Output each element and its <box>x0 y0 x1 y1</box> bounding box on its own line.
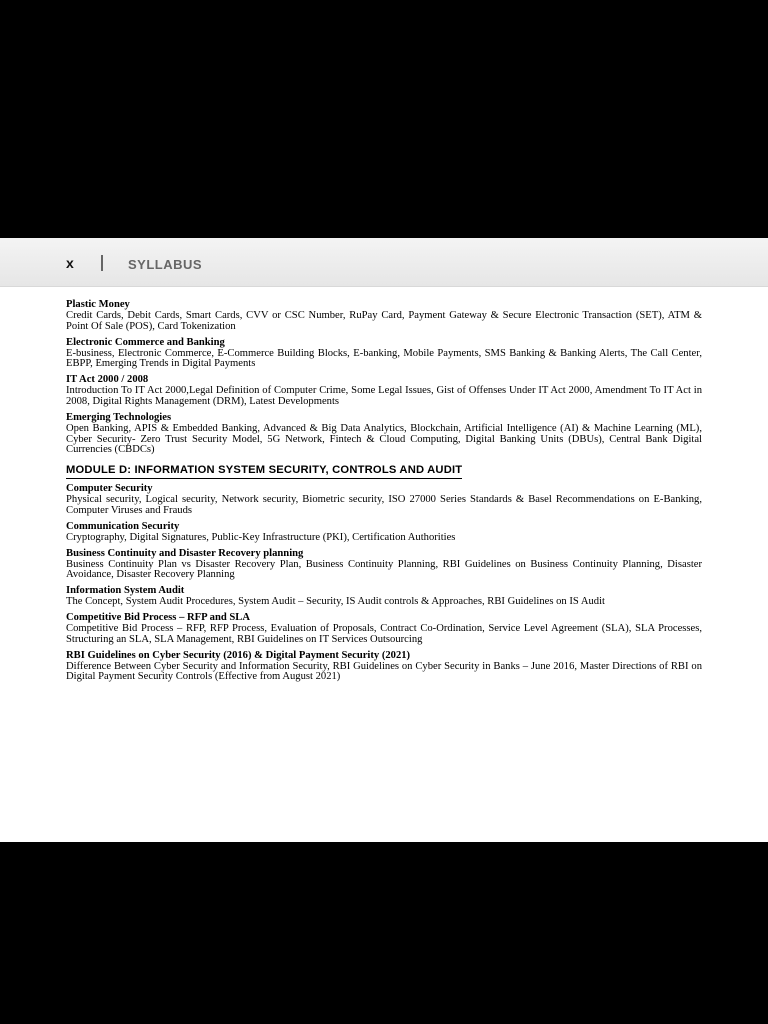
section-body: Open Banking, APIS & Embedded Banking, Advanced & Big Data Analytics, Blockchain, Artificial Intelligence (AI) & Machine Learning (ML), Cyber Security- Zero Trust Security Model, 5G Network, Fintech & Cloud Computing, Digital Banking Units (DBUs), Central Bank Digital Currencies (CBDCs) <box>66 422 702 456</box>
section-title: IT Act 2000 / 2008 <box>66 374 149 386</box>
syllabus-content <box>66 299 702 687</box>
section-title: Information System Audit <box>66 585 185 597</box>
section <box>66 548 702 582</box>
section <box>66 612 702 646</box>
section <box>66 585 702 608</box>
section <box>66 412 702 456</box>
section-body: Introduction To IT Act 2000,Legal Definition of Computer Crime, Some Legal Issues, Gist of Offenses Under IT Act 2000, Amendment To IT Act in 2008, Digital Rights Management (DRM), Latest Developments <box>66 385 702 407</box>
section-title: RBI Guidelines on Cyber Security (2016) & Digital Payment Security (2021) <box>66 649 411 661</box>
section-title: Computer Security <box>66 483 153 495</box>
page-header <box>0 238 768 287</box>
section-body: The Concept, System Audit Procedures, System Audit – Security, IS Audit controls & Approaches, RBI Guidelines on IS Audit <box>66 596 605 608</box>
syllabus-page <box>0 238 768 842</box>
section <box>66 650 702 684</box>
module-heading: MODULE D: INFORMATION SYSTEM SECURITY, CONTROLS AND AUDIT <box>66 464 462 479</box>
section-title: Plastic Money <box>66 299 130 310</box>
section-title: Emerging Technologies <box>66 411 172 423</box>
section-body: Business Continuity Plan vs Disaster Recovery Plan, Business Continuity Planning, RBI Guidelines on Business Continuity Planning, Disaster Avoidance, Disaster Recovery Planning <box>66 558 702 581</box>
section-title: Business Continuity and Disaster Recovery planning <box>66 547 304 559</box>
section <box>66 337 702 371</box>
page-number: x <box>66 255 74 271</box>
section-body: Difference Between Cyber Security and Information Security, RBI Guidelines on Cyber Security in Banks – June 2016, Master Directions of RBI on Digital Payment Security Controls (Effective from August 2021) <box>66 660 702 683</box>
section-body: Physical security, Logical security, Network security, Biometric security, ISO 27000 Series Standards & Basel Recommendations on E-Banking, Computer Viruses and Frauds <box>66 494 702 516</box>
section <box>66 521 702 544</box>
section-title: Competitive Bid Process – RFP and SLA <box>66 611 251 623</box>
section-title: Communication Security <box>66 520 180 532</box>
section-body: E-business, Electronic Commerce, E-Commerce Building Blocks, E-banking, Mobile Payments, SMS Banking & Banking Alerts, The Call Center, EBPP, Emerging Trends in Digital Payments <box>66 347 702 370</box>
section <box>66 374 702 408</box>
header-title: SYLLABUS <box>128 257 203 272</box>
header-divider <box>101 255 103 271</box>
section-body: Competitive Bid Process – RFP, RFP Process, Evaluation of Proposals, Contract Co-Ordination, Service Level Agreement (SLA), SLA Processes, Structuring an SLA, SLA Management, RBI Guidelines on IT Services Outsourcing <box>66 622 702 645</box>
section-body: Credit Cards, Debit Cards, Smart Cards, CVV or CSC Number, RuPay Card, Payment Gateway & Secure Electronic Transaction (SET), ATM & Point Of Sale (POS), Card Tokenization <box>66 310 702 332</box>
section-title: Electronic Commerce and Banking <box>66 336 225 348</box>
section <box>66 299 702 333</box>
section <box>66 483 702 517</box>
section-body: Cryptography, Digital Signatures, Public-Key Infrastructure (PKI), Certification Authorities <box>66 531 456 543</box>
